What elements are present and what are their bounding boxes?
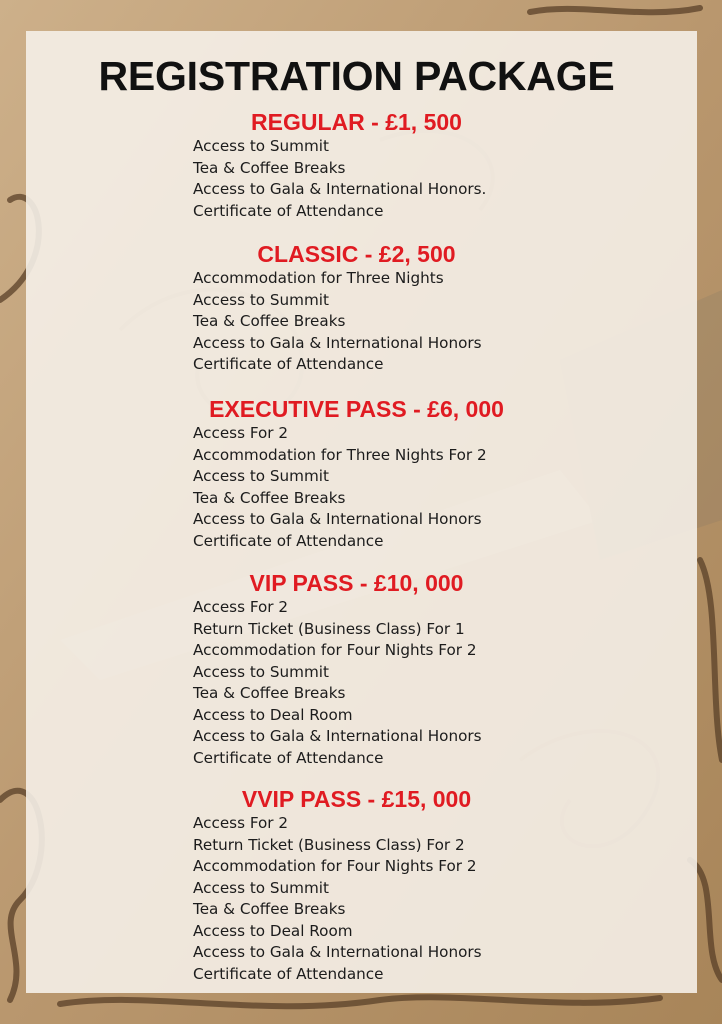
feature-item: Tea & Coffee Breaks — [193, 488, 346, 507]
feature-item: Access For 2 — [193, 424, 289, 442]
package-heading: VIP PASS - £10, 000 — [249, 570, 464, 596]
package-heading: EXECUTIVE PASS - £6, 000 — [209, 396, 504, 422]
feature-item: Return Ticket (Business Class) For 2 — [193, 835, 465, 854]
feature-item: Return Ticket (Business Class) For 1 — [193, 619, 465, 638]
page-title: REGISTRATION PACKAGE — [98, 53, 615, 99]
package-executive — [26, 395, 687, 552]
package-vvip — [26, 785, 687, 985]
feature-item: Access to Summit — [193, 467, 329, 485]
feature-item: Accommodation for Three Nights — [193, 269, 444, 287]
package-vip — [26, 569, 687, 769]
feature-item: Tea & Coffee Breaks — [193, 684, 346, 702]
feature-item: Certificate of Attendance — [193, 201, 384, 220]
feature-item: Access to Gala & International Honors — [193, 510, 482, 528]
feature-item: Access to Deal Room — [193, 705, 353, 724]
feature-item: Accommodation for Three Nights For 2 — [193, 445, 487, 464]
feature-item: Tea & Coffee Breaks — [193, 312, 346, 330]
feature-list — [26, 423, 687, 552]
feature-list — [26, 136, 687, 222]
feature-list — [26, 268, 687, 376]
feature-item: Access to Summit — [193, 290, 329, 309]
feature-item: Tea & Coffee Breaks — [193, 158, 346, 177]
feature-item: Access to Gala & International Honors — [193, 333, 482, 352]
feature-item: Access For 2 — [193, 598, 289, 616]
package-classic — [26, 240, 687, 376]
feature-item: Access to Deal Room — [193, 921, 353, 940]
feature-item: Access to Summit — [193, 662, 329, 681]
feature-item: Tea & Coffee Breaks — [193, 900, 346, 918]
feature-list — [26, 597, 687, 769]
feature-item: Certificate of Attendance — [193, 748, 384, 767]
package-heading: REGULAR - £1, 500 — [251, 109, 462, 135]
feature-item: Certificate of Attendance — [193, 531, 384, 550]
package-regular — [26, 108, 687, 222]
feature-item: Access For 2 — [193, 814, 289, 832]
feature-item: Access to Gala & International Honors — [193, 727, 482, 745]
feature-item: Access to Gala & International Honors — [193, 943, 482, 961]
feature-item: Access to Summit — [193, 878, 329, 897]
feature-list — [26, 813, 687, 985]
feature-item: Certificate of Attendance — [193, 355, 384, 373]
feature-item: Access to Summit — [193, 137, 329, 155]
feature-item: Access to Gala & International Honors. — [193, 180, 487, 198]
feature-item: Accommodation for Four Nights For 2 — [193, 641, 477, 659]
feature-item: Certificate of Attendance — [193, 964, 384, 983]
feature-item: Accommodation for Four Nights For 2 — [193, 857, 477, 875]
package-heading: CLASSIC - £2, 500 — [257, 241, 456, 267]
package-heading: VVIP PASS - £15, 000 — [241, 786, 472, 812]
